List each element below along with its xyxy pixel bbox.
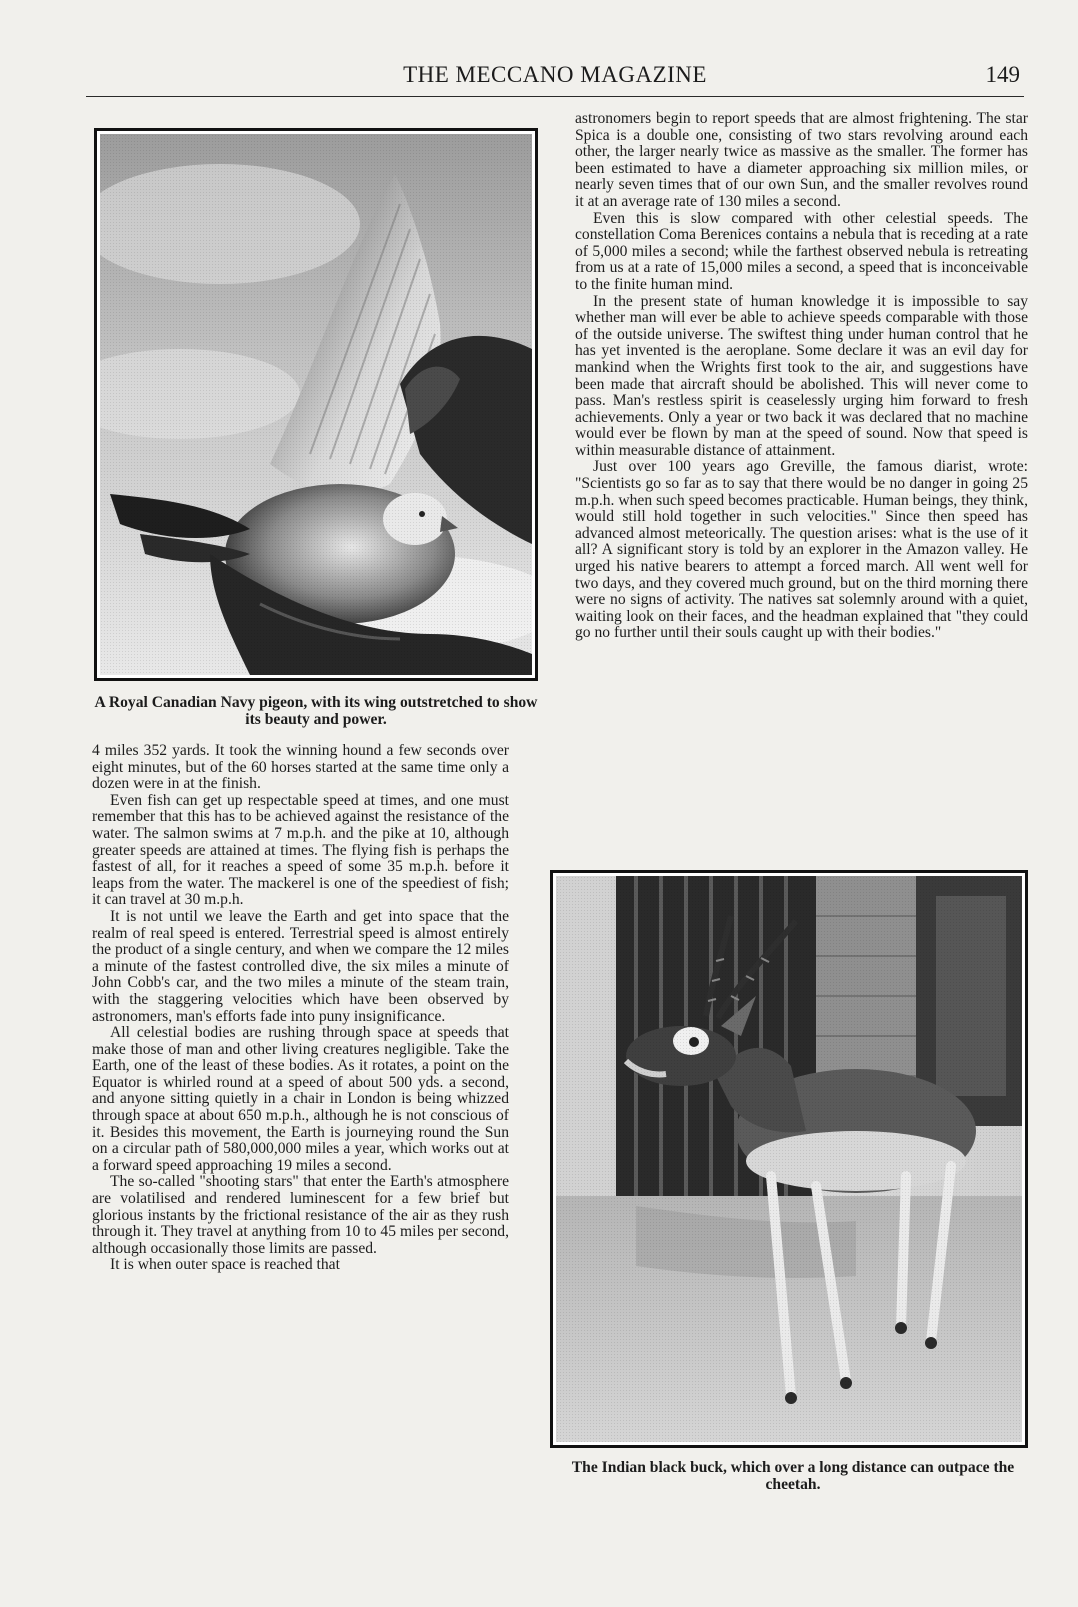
- paragraph: It is not until we leave the Earth and get into space that the realm of real speed is entered. Terrestrial speed is almost entirely the product of a single century, and when we compare the 12 miles a minute of the fastest controlled dive, the six miles a minute of John Cobb's car, and the two miles a minute of the steam train, with the staggering velocities which have been observed by astronomers, man's efforts fade into puny insignificance.: [92, 907, 509, 1025]
- paragraph: It is when outer space is reached that: [110, 1256, 340, 1274]
- page-header: [86, 62, 1024, 97]
- paragraph: Even this is slow compared with other celestial speeds. The constellation Coma Berenices contains a nebula that is receding at a rate of 5,000 miles a second; while the farthest observed nebula is retreating from us at a rate of 15,000 miles a second, a speed that is inconceivable to the finite human mind.: [575, 209, 1028, 293]
- left-column-text: [92, 743, 509, 1274]
- paragraph: Just over 100 years ago Greville, the famous diarist, wrote: "Scientists go so far as to say that there would be no danger in going 25 m.p.h. when such speed becomes practicable. Human beings, they think, would still hold together in such velocities." Since then speed has advanced almost meteorically. The question arises: what is the use of it all? A significant story is told by an explorer in the Amazon valley. He urged his native bearers to attempt a forced march. All went well for two days, and they covered much ground, but on the third morning there were no signs of activity. The natives sat solemnly around with a quiet, waiting look on their faces, and the headman explained that "they could go no further until their souls caught up with their bodies.": [575, 458, 1028, 642]
- paragraph: Even fish can get up respectable speed at times, and one must remember that this has to be achieved against the resistance of the water. The salmon swims at 7 m.p.h. and the pike at 10, although greater speeds are attained at times. The flying fish is perhaps the fastest of all, for it reaches a speed of some 35 m.p.h. before it leaps from the water. The mackerel is one of the speediest of fish; it can travel at 30 m.p.h.: [92, 791, 509, 909]
- pigeon-photo: [94, 128, 538, 681]
- blackbuck-photo-image: [556, 876, 1022, 1442]
- paragraph: astronomers begin to report speeds that are almost frightening. The star Spica is a double one, consisting of two stars revolving around each other, the larger nearly twice as massive as the smaller. The former has been estimated to have a diameter approaching six million miles, or nearly seven times that of our own Sun, and the smaller revolves round it at an average rate of 130 miles a second.: [575, 110, 1028, 210]
- paragraph: In the present state of human knowledge it is impossible to say whether man will ever be able to achieve speeds comparable with those of the outside universe. The swiftest thing under human control that he has yet invented is the aeroplane. Some declare it was an evil day for mankind when the Wrights first took to the air, and suggestions have been made that aircraft should be abolished. This will never come to pass. Man's restless spirit is ceaselessly urging him forward to fresh achievements. Only a year or two back it was declared that no machine would ever be flown by man at the speed of sound. Now that speed is within measurable distance of attainment.: [575, 292, 1028, 459]
- pigeon-photo-image: [100, 134, 532, 675]
- blackbuck-photo: [550, 870, 1028, 1448]
- paragraph: All celestial bodies are rushing through space at speeds that make those of man and other living creatures negligible. Take the Earth, one of the least of these bodies. As it rotates, a point on the Equator is whirled round at a speed of about 500 yds. a second, and anyone sitting quietly in a chair in London is being whizzed through space at about 650 m.p.h., although he is not conscious of it. Besides this movement, the Earth is journeying round the Sun on a circular path of 580,000,000 miles a year, which works out at a forward speed approaching 19 miles a second.: [92, 1024, 509, 1174]
- paragraph: The so-called "shooting stars" that enter the Earth's atmosphere are volatilised and rendered luminescent for a few brief but glorious instants by the frictional resistance of the air as they rush through it. They travel at anything from 10 to 45 miles per second, although occasionally those limits are passed.: [92, 1173, 509, 1257]
- pigeon-caption: A Royal Canadian Navy pigeon, with its wing outstretched to show its beauty and power.: [94, 694, 538, 728]
- right-column-text: [575, 111, 1028, 642]
- paragraph: 4 miles 352 yards. It took the winning hound a few seconds over eight minutes, but of the 60 horses started at the same time only a dozen were in at the finish.: [92, 742, 509, 793]
- magazine-title: THE MECCANO MAGAZINE: [403, 62, 707, 87]
- blackbuck-caption: The Indian black buck, which over a long distance can outpace the cheetah.: [571, 1459, 1015, 1493]
- page-number: 149: [985, 62, 1020, 87]
